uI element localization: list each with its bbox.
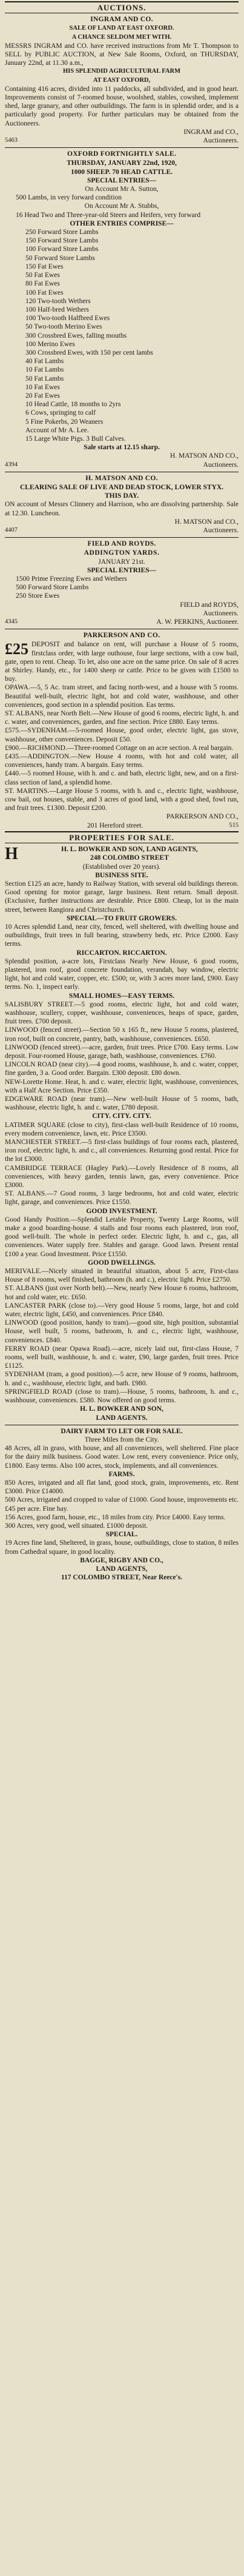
bowker-text: LINWOOD (good position, handy to tram).—good site, high position, substantial House, well built, 5 rooms, bathroom, h. and c., electric light, washhouse, conveniences. £840.	[5, 1319, 239, 1344]
oxford-heading-4: OTHER ENTRIES COMPRISE—	[70, 219, 174, 227]
oxford-lot-item: Account of Mr A. Lee.	[25, 426, 89, 434]
bowker-subheading: SMALL HOMES—EASY TERMS.	[68, 992, 175, 1000]
dairy-text: 19 Acres fine land, Sheltered, in grass, house, outbuildings, close to station, 8 miles from Cathedral square, in good locality.	[5, 1539, 239, 1556]
parkerson-text: OPAWA.—5, 5 Ac. tram street, and facing north-west, and a house with 5 rooms. Beautiful well-built, electric light, hot and cold water, washhouse, and other conveniences, good section in a splendid position. Eas terms.	[5, 684, 239, 709]
bowker-text: Splendid position, a-acre lots, Firstclass Nearly New House, 6 good rooms, plastered, iron roof, good concrete foundation, verandah, bay window, electric light, hot and cold water, copper, etc. £500; or, with 3 acres more land, £900. Easy terms. No. 1, inspect early.	[5, 957, 239, 991]
bowker-text: SALISBURY STREET.—5 good rooms, electric light, hot and cold water, washhouse, scullery, copper, washhouse, conveniences, heaps of space, garden, fruit trees. £700 deposit.	[5, 1000, 239, 1026]
divider	[5, 147, 239, 148]
dairy-signature-role: LAND AGENTS,	[96, 1565, 148, 1573]
oxford-lot-item: 15 Large White Pigs. 3 Bull Calves.	[25, 435, 126, 443]
parkerson-text: DEPOSIT and balance on rent, will purchase a House of 5 rooms, firstclass order, with large outhouse, four large sections, with a cow bail, gate, open to rent. Cheap. To let, also one acre on the same price. On sale of 8 acres at Shirley. Handy, etc., for 1400 sheep or cattle. Price to be given with £1500 to buy.	[5, 641, 239, 683]
oxford-lot-item: 100 Two-tooth Halfbred Ewes	[25, 315, 110, 323]
ingram-heading-3: HIS SPLENDID AGRICULTURAL FARM	[63, 68, 180, 75]
bowker-established: (Established over 20 years).	[82, 863, 161, 871]
bowker-text: SPRINGFIELD ROAD (close to tram).—House, 5 rooms, bathroom, h. and c., washhouse, conveniences. £580. Now offered on good terms.	[5, 1388, 239, 1405]
field-royds-date: JANUARY 21st.	[98, 558, 145, 566]
matson-ref: 4407	[5, 526, 18, 534]
bowker-subheading: RICCARTON. RICCARTON.	[76, 949, 167, 957]
bowker-heading: H. L. BOWKER AND SON, LAND AGENTS,	[61, 846, 198, 854]
bowker-text: LINWOOD (fenced street).—acre, garden, fruit trees. Price £700. Easy terms. Low deposit. Four-roomed House, garage, bath, washhouse, conveniences. £760.	[5, 1043, 239, 1060]
oxford-lot-item: 150 Fat Ewes	[25, 263, 64, 270]
oxford-lot-item: 100 Fat Ewes	[25, 289, 64, 296]
bowker-address: 248 COLOMBO STREET	[90, 854, 169, 862]
bowker-subheading: GOOD INVESTMENT.	[86, 1207, 157, 1215]
oxford-on-account-2: On Account Mr A. Stubbs,	[84, 202, 159, 210]
parkerson-text: £575.—SYDENHAM.—5-roomed House, good order, electric light, gas stove, washhouse, other conveniences. Deposit £50.	[5, 727, 239, 743]
dairy-heading-special: SPECIAL.	[105, 1531, 138, 1539]
bowker-text: MANCHESTER STREET.—5 first-class buildings of four rooms each, plastered, iron roof, electric light, h. and c., all conveniences. Returning good rental. Price for the lot £3000.	[5, 1139, 239, 1163]
bowker-text: ST. ALBANS (just over North belt).—New, nearly New House 6 rooms, bathroom, hot and cold water, etc. £650.	[5, 1285, 239, 1301]
ingram-description: Containing 416 acres, divided into 11 paddocks, all subdivided, and in good heart. Improvements consist of 7-roomed house, woolshed, stables, cowshed, implement shed, large granary, and other outbuildings. The farm is in splendid order, and is a particularly good property. For further particulars may be obtained from the Auctioneers.	[5, 85, 239, 127]
bowker-text: ST. ALBANS.—7 Good rooms, 3 large bedrooms, hot and cold water, electric light, garage, and conveniences. Price £1550.	[5, 1190, 239, 1206]
oxford-lot-list	[5, 228, 239, 443]
field-royds-signature-role: Auctioneers.	[203, 609, 239, 617]
matson-heading: CLEARING SALE OF LIVE AND DEAD STOCK, LOWER STYX.	[19, 483, 224, 491]
oxford-on-account: On Account Mr A. Sutton,	[85, 186, 159, 193]
oxford-lot-item: 50 Fat Ewes	[25, 272, 60, 279]
bowker-text: FERRY ROAD (near Opawa Road).—acre, nicely laid out, first-class House, 7 rooms, well built, washhouse, h. and c. water, £90, large garden, fruit trees. Price £1125.	[5, 1345, 239, 1370]
oxford-lot-item: 250 Forward Store Lambs	[25, 229, 99, 236]
oxford-lot-item: 10 Fat Lambs	[25, 366, 64, 374]
parkerson-text: £900.—RICHMOND.—Three-roomed Cottage on an acre section. A real bargain.	[5, 744, 234, 752]
bowker-text: Good Handy Position.—Splendid Letable Property, Twenty Large Rooms, will make a good boarding-house. 4 stalls and four rooms each plastered, iron roof, good well-built. The whole in perfect order. Electric light, h. and c., gas, all conveniences. Water supply free. Stables and garage. Good lawn. Present rental £100 a year. Good Investment. Price £1550.	[5, 1216, 239, 1258]
field-royds-heading-2: SPECIAL ENTRIES—	[87, 566, 157, 574]
bowker-text: LINWOOD (fenced street).—Section 50 x 165 ft., new House 5 rooms, plastered, iron roof, built on concrete, pantry, bath, washhouse, conveniences. £650.	[5, 1026, 239, 1043]
bowker-subheading: GOOD DWELLINGS.	[88, 1259, 156, 1266]
dairy-heading: DAIRY FARM TO LET OR FOR SALE.	[61, 1427, 183, 1435]
dairy-signature: BAGGE, RIGBY AND CO.,	[80, 1556, 163, 1564]
oxford-lot-item: 120 Two-tooth Wethers	[25, 297, 91, 305]
parkerson-text: £435.—ADDINGTON.—New House 4 rooms, with hot and cold water, all conveniences, handy tram. A bargain. Easy terms.	[5, 753, 239, 769]
parkerson-text: £440.—5 roomed House, with h. and c. and bath, electric light, new, and on a first-class section of land, a splendid home.	[5, 770, 239, 786]
matson-advert	[5, 474, 239, 535]
oxford-signature: H. MATSON AND CO.,	[170, 452, 239, 460]
dairy-text: 850 Acres, irrigated and all flat land, good stock, grain, improvements, etc. Rent £3000. Price £14000.	[5, 1479, 239, 1496]
ingram-signature: INGRAM and CO.,	[183, 128, 239, 136]
bowker-text: LINCOLN ROAD (near city).—4 good rooms, washhouse, h. and c. water, copper, fine garden, 3 a. Good order. Bargain. £300 deposit. £80 down.	[5, 1061, 239, 1077]
bowker-text: MERIVALE.—Nicely situated in beautiful situation, about 5 acre, First-class House of 8 rooms, well finished, bathroom (h. and c.), electric light. Price £2750.	[5, 1268, 239, 1284]
oxford-lot-item: 20 Fat Ewes	[25, 392, 60, 400]
bowker-signature-role: LAND AGENTS.	[96, 1414, 148, 1422]
parkerson-advert	[5, 631, 239, 830]
field-royds-advert	[5, 540, 239, 626]
bowker-text: LANCASTER PARK (close to).—Very good House 5 rooms, large, hot and cold water, electric light, £450, and conveniences. Price £840.	[5, 1302, 239, 1319]
parkerson-text: ST. MARTINS.—Large House 5 rooms, with h. and c., electric light, washhouse, cow bail, out houses, stable, and 3 acres of good land, with a good shed, fowl run, and fruit trees. £1300. Deposit £200.	[5, 787, 239, 812]
oxford-date: THURSDAY, JANUARY 22nd, 1920,	[67, 159, 177, 167]
dairy-text: 500 Acres, irrigated and cropped to value of £1000. Good house, improvements etc. £45 per acre. Fine hay.	[5, 1496, 239, 1513]
parkerson-firm: PARKERSON AND CO.	[83, 632, 160, 640]
divider	[5, 537, 239, 538]
dairy-text: 300 Acres, very good, well situated. £1000 deposit.	[5, 1522, 148, 1530]
ingram-heading-4: AT EAST OXFORD,	[93, 76, 151, 84]
field-royds-ref: 4345	[5, 618, 18, 626]
dairy-heading-farms: FARMS.	[108, 1470, 135, 1478]
oxford-lot-1: 500 Lambs, in very forward condition	[16, 194, 122, 202]
oxford-lot-item: 10 Fat Ewes	[25, 383, 60, 391]
ingram-heading-1: SALE OF LAND AT EAST OXFORD.	[69, 25, 174, 32]
bowker-advert	[5, 845, 239, 1422]
matson-heading-2: THIS DAY.	[104, 492, 139, 500]
bowker-initial: H	[5, 845, 18, 864]
dairy-text: 156 Acres, good farm, house, etc., 18 miles from city. Price £4000. Easy terms.	[5, 1513, 226, 1521]
oxford-heading-3: SPECIAL ENTRIES—	[87, 176, 157, 184]
oxford-heading-2: 1000 SHEEP. 70 HEAD CATTLE.	[70, 168, 173, 176]
parkerson-address: 201 Hereford street.	[87, 821, 143, 829]
oxford-lot-item: 100 Half-bred Wethers	[25, 306, 89, 313]
dairy-address: 117 COLOMBO STREET, Near Reece's.	[61, 1574, 183, 1582]
bowker-subheading: CITY. CITY. CITY.	[92, 1112, 151, 1120]
properties-section-title: PROPERTIES FOR SALE.	[5, 831, 239, 843]
oxford-lot-item: 100 Merino Ewes	[25, 340, 75, 348]
oxford-heading: OXFORD FORTNIGHTLY SALE.	[67, 150, 177, 158]
oxford-lot-item: 300 Crossbred Ewes, falling mouths	[25, 332, 127, 340]
oxford-ref: 4394	[5, 461, 18, 468]
parkerson-price: £25	[5, 640, 28, 658]
matson-body: ON account of Messrs Clinnery and Harrison, who are dissolving partnership. Sale at 12.30. Luncheon.	[5, 501, 239, 517]
oxford-lot-2: 16 Head Two and Three-year-old Steers and Heifers, very forward	[16, 211, 201, 219]
matson-signature-role: Auctioneers.	[203, 526, 239, 534]
ingram-ref: 5463	[5, 137, 18, 144]
ingram-heading-2: A CHANCE SELDOM MET WITH.	[71, 33, 172, 41]
field-royds-lot: 500 Forward Store Lambs	[16, 584, 89, 592]
field-royds-agent: A. W. PERKINS, Auctioneer.	[156, 618, 239, 626]
bowker-text: NEW-Lorette Home. Heat, h. and c. water, electric light, washhouse, conveniences, with a Half Acre Section. Price £350.	[5, 1078, 239, 1094]
bowker-text: Section £125 an acre, handy to Railway Station, with several old buildings thereon. Good opening for motor garage, large business. Rent return. Small deposit. (Exclusive, further instructions are desirable. Price £800. Cheap, lot in the main street, between Rangiora and Christchurch.	[5, 880, 239, 914]
bowker-text: EDGEWARE ROAD (near tram).—New well-built House of 5 rooms, bath, washhouse, electric light, h. and c. water, £780 deposit.	[5, 1095, 239, 1112]
field-royds-heading: ADDINGTON YARDS.	[84, 549, 160, 557]
auctions-section-title: AUCTIONS.	[5, 1, 239, 13]
oxford-time: Sale starts at 12.15 sharp.	[84, 444, 160, 452]
ingram-firm: INGRAM AND CO.	[90, 16, 153, 24]
matson-firm: H. MATSON AND CO.	[85, 474, 158, 482]
bowker-text: SYDENHAM (tram, a good position).—5 acre, new House of 9 rooms, bathroom, h. and c., washhouse, electric light, and bath. £980.	[5, 1371, 239, 1387]
parkerson-signature: PARKERSON AND CO.,	[166, 813, 239, 821]
oxford-lot-item: 50 Fat Lambs	[25, 375, 64, 383]
bowker-text: CAMBRIDGE TERRACE (Hagley Park).—Lovely Residence of 8 rooms, all conveniences, with heavy garden, tennis lawn, gas, every convenience. Price £3000.	[5, 1164, 239, 1189]
oxford-lot-item: 50 Two-tooth Merino Ewes	[25, 323, 102, 331]
ingram-advert	[5, 15, 239, 145]
parkerson-ref: 515	[229, 821, 239, 829]
field-royds-lot: 1500 Prime Freezing Ewes and Wethers	[16, 575, 127, 583]
ingram-signature-role: Auctioneers.	[203, 137, 239, 145]
field-royds-signature: FIELD and ROYDS,	[180, 601, 239, 609]
ingram-body: MESSRS INGRAM and CO. have received instructions from Mr T. Thompson to SELL by PUBLIC AUCTION, at New Sale Rooms, Oxford, on THURSDAY, January 22nd, at 11.30 a.m.,	[5, 42, 239, 67]
dairy-subheading: Three Miles from the City.	[84, 1436, 159, 1444]
bowker-subheading: BUSINESS SITE.	[95, 871, 148, 879]
oxford-lot-item: 300 Crossbred Ewes, with 150 per cent lambs	[25, 349, 153, 356]
field-royds-lot: 250 Store Ewes	[16, 592, 60, 600]
oxford-sale-advert	[5, 150, 239, 469]
oxford-lot-item: 100 Forward Store Lambs	[25, 246, 99, 253]
field-royds-firm: FIELD AND ROYDS.	[87, 540, 156, 548]
dairy-text: 48 Acres, all in grass, with house, and all conveniences, well sheltered. Fine place for the dairy milk business. Good water. Low rent, every convenience. Price only, £1800. Easy terms. Also 100 acres, stock, implements, and all conveniences.	[5, 1445, 239, 1470]
oxford-lot-item: 6 Cows, springing to calf	[25, 409, 96, 417]
oxford-lot-item: 150 Forward Store Lambs	[25, 237, 99, 245]
oxford-lot-item: 40 Fat Lambs	[25, 358, 64, 366]
newspaper-page	[0, 1, 244, 1582]
bowker-signature: H. L. BOWKER AND SON,	[80, 1405, 163, 1413]
oxford-lot-item: 80 Fat Ewes	[25, 280, 60, 288]
oxford-lot-item: 10 Head Cattle, 18 months to 2yrs	[25, 401, 121, 409]
oxford-lot-item: 50 Forward Store Lambs	[25, 254, 95, 262]
oxford-signature-role: Auctioneers.	[203, 461, 239, 469]
bowker-text: LATIMER SQUARE (close to city), first-class well-built Residence of 10 rooms, every modern convenience, lawn, etc. Price £3500.	[5, 1121, 239, 1137]
bowker-subheading: SPECIAL—TO FRUIT GROWERS.	[66, 914, 177, 922]
dairy-farm-advert	[5, 1427, 239, 1582]
bowker-text: 10 Acres splendid Land, near city, fenced, well sheltered, with dwelling house and outbuildings, fruit trees in full bearing, strawberry beds, etc. Price £2000. Easy terms.	[5, 923, 239, 948]
matson-signature: H. MATSON and CO.,	[174, 518, 239, 526]
oxford-lot-item: 5 Fine Pokerbs, 20 Weaners	[25, 418, 104, 426]
parkerson-text: ST. ALBANS, near North Belt.—New House of good 6 rooms, electric light, h. and c. water, and conveniences, garden, and fine section. Price £880. Easy terms.	[5, 710, 239, 726]
